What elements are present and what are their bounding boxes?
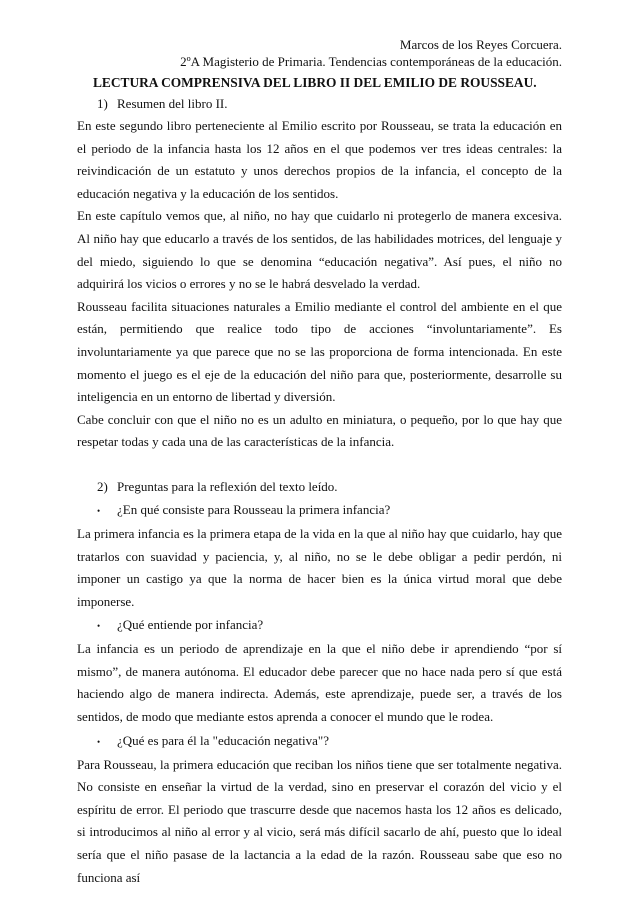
- question-item: [77, 613, 562, 638]
- question-text: ¿En qué consiste para Rousseau la primera infancia?: [117, 501, 391, 517]
- bullet-icon: •: [97, 736, 101, 747]
- question-item: [77, 498, 562, 523]
- answer-paragraph: La primera infancia es la primera etapa de la vida en la que al niño hay que cuidarlo, hay que tratarlos con suavidad y paciencia, y, al niño, no se le debe obligar a pedir perdón, ni imponer un castigo ya que la norma de hacer bien es la única virtud moral que debe imponerse.: [77, 525, 562, 609]
- summary-paragraph: Rousseau facilita situaciones naturales a Emilio mediante el control del ambiente en el que están, permitiendo que realice todo tipo de acciones “involuntariamente”. Es involuntariamente ya que parece que no se las proporciona de forma intencionada. En este momento el juego es el eje de la educación del niño para que, posteriormente, desarrolle su inteligencia en un entorno de libertad y diversión.: [77, 298, 562, 405]
- question-text: ¿Qué entiende por infancia?: [117, 617, 264, 633]
- section-2-title: Preguntas para la reflexión del texto leído.: [117, 478, 338, 494]
- summary-paragraph: Cabe concluir con que el niño no es un adulto en miniatura, o pequeño, por lo que hay que respetar todas y cada una de las características de la infancia.: [77, 411, 562, 450]
- answer-paragraph: La infancia es un periodo de aprendizaje en la que el niño debe ir aprendiendo “por sí mismo”, de manera autónoma. El educador debe parecer que no hace nada pero sí que está haciendo algo de manera indirecta. Además, este aprendizaje, puede ser, a través de los sentidos, de modo que mediante estos aprenda a conocer el mundo que le rodea.: [77, 641, 562, 725]
- header-author: Marcos de los Reyes Corcuera.: [399, 37, 562, 52]
- section-1-title: Resumen del libro II.: [117, 96, 228, 111]
- question-item: [77, 729, 562, 754]
- bullet-icon: •: [97, 505, 101, 516]
- document-title: LECTURA COMPRENSIVA DEL LIBRO II DEL EMILIO DE ROUSSEAU.: [93, 75, 537, 90]
- header-course: 2ºA Magisterio de Primaria. Tendencias contemporáneas de la educación.: [180, 54, 562, 69]
- answer-paragraph: Para Rousseau, la primera educación que reciban los niños tiene que ser totalmente negativa. No consiste en enseñar la virtud de la verdad, sino en preservar el corazón del vicio y el espíritu de error. El periodo que trascurre desde que nacemos hasta los 12 años es delicado, si introducimos al niño al error y al vicio, será más difícil sacarlo de ahí, puesto que lo ideal sería que el niño pasase de la lactancia a la edad de la razón. Rousseau sabe que eso no funciona así: [77, 756, 562, 885]
- section-1-heading: [77, 93, 562, 115]
- bullet-icon: •: [97, 621, 101, 632]
- section-spacer: [77, 454, 562, 476]
- section-2-number: 2): [97, 478, 108, 494]
- question-text: ¿Qué es para él la "educación negativa"?: [117, 732, 329, 748]
- summary-paragraph: En este segundo libro perteneciente al Emilio escrito por Rousseau, se trata la educación en el periodo de la infancia hasta los 12 años en el que podemos ver tres ideas centrales: la reivindicación de un estatuto y unos derechos propios de la infancia, el concepto de la educación negativa y la educación de los sentidos.: [77, 118, 562, 201]
- section-1-number: 1): [97, 96, 108, 111]
- page-header: [77, 36, 562, 70]
- summary-paragraph: En este capítulo vemos que, al niño, no hay que cuidarlo ni protegerlo de manera excesiva. Al niño hay que educarlo a través de los sentidos, de las habilidades motrices, del lenguaje y del miedo, siguiendo lo que se denomina “educación negativa”. Así pues, el niño no adquirirá los vicios o errores y no se le habrá desvelado la verdad.: [77, 208, 562, 292]
- section-2-heading: [77, 476, 562, 498]
